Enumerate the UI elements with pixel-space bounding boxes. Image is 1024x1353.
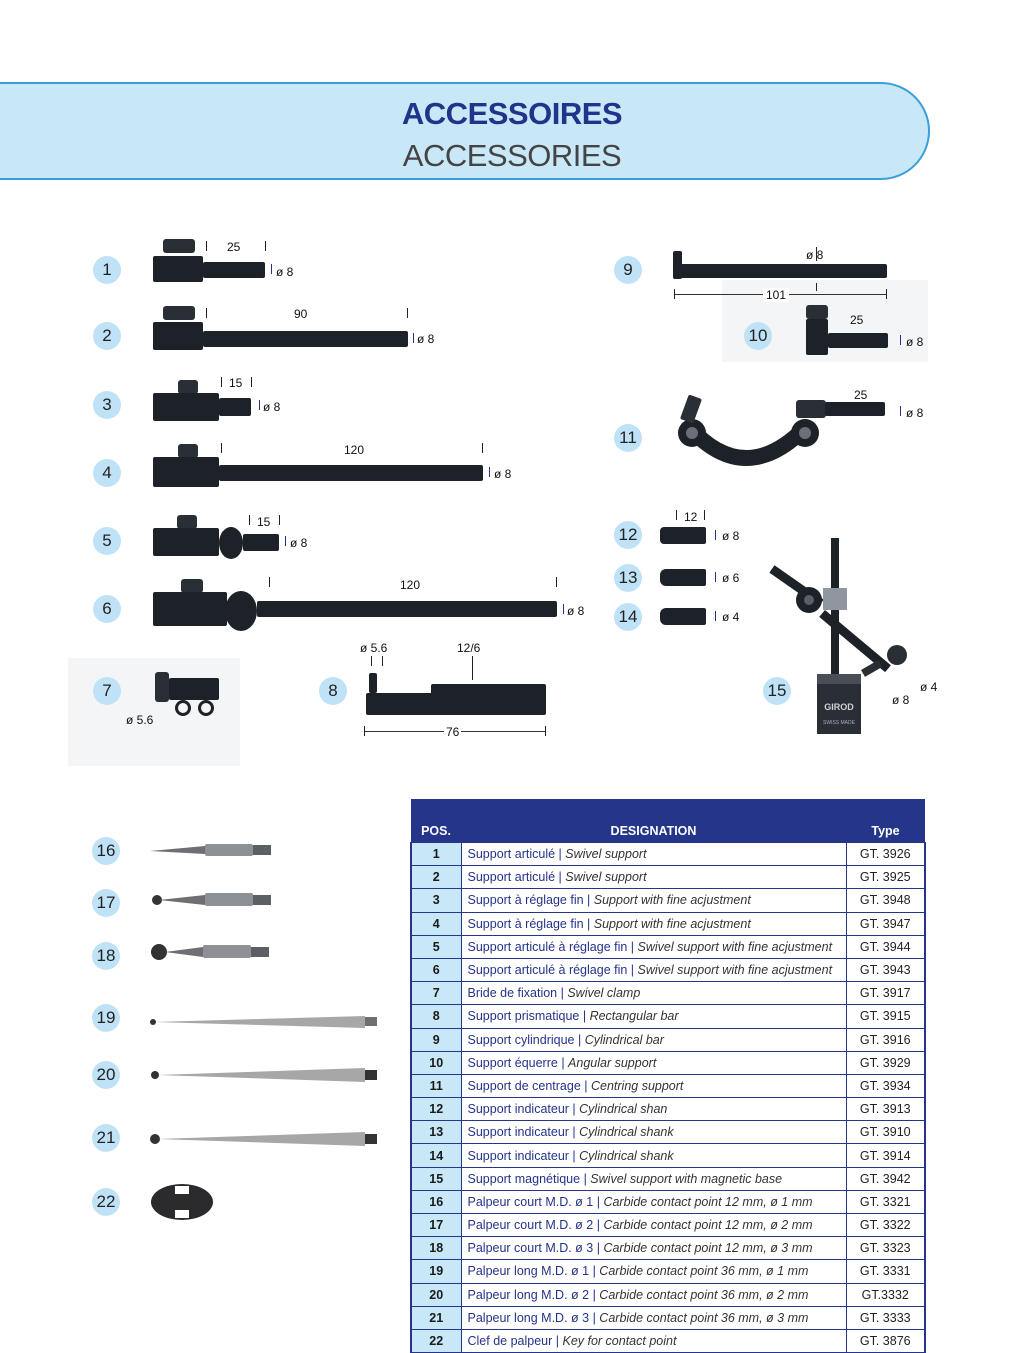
item-9-diameter: ø 8 — [806, 248, 824, 262]
item-14-diameter: ø 4 — [722, 610, 740, 624]
item-3-dia-bar — [259, 400, 260, 410]
cell-type: GT. 3925 — [846, 866, 925, 889]
contact-points-graphic — [145, 830, 385, 1230]
item-3-rod — [219, 398, 251, 416]
designation-fr: Support articulé — [467, 870, 556, 885]
item-4-tick-a — [221, 443, 222, 453]
item-6-tick-b — [556, 577, 557, 587]
designation-en: Swivel support — [565, 870, 647, 885]
cell-pos: 15 — [411, 1167, 461, 1190]
item-8-tick-e — [545, 726, 546, 736]
item-number-4: 4 — [93, 459, 121, 487]
item-4-rod — [219, 465, 483, 481]
designation-en: Cylindrical bar — [584, 1032, 664, 1047]
item-12-dia-bar — [715, 530, 716, 540]
table-row — [411, 1051, 925, 1074]
item-6-body — [153, 592, 227, 626]
item-15-diameter-a: ø 4 — [920, 680, 938, 694]
designation-en: Cylindrical shank — [579, 1148, 674, 1163]
cell-designation — [461, 958, 846, 981]
item-3-length: 15 — [229, 376, 243, 390]
item-2-knob — [163, 306, 195, 320]
item-1-length: 25 — [227, 240, 241, 254]
item-8-pin-diameter: ø 5.6 — [360, 641, 388, 655]
cell-designation — [461, 1074, 846, 1097]
item-10-length: 25 — [850, 313, 864, 327]
designation-fr: Support articulé à réglage fin — [467, 963, 628, 978]
item-10-block — [806, 319, 828, 355]
cell-pos: 1 — [411, 843, 461, 866]
item-7-diameter: ø 5.6 — [126, 713, 154, 727]
page-title-en: ACCESSORIES — [402, 138, 622, 173]
item-number-11: 11 — [614, 424, 642, 452]
item-9-length: 101 — [763, 288, 789, 302]
item-5-tick-b — [279, 515, 280, 525]
item-number-9: 9 — [614, 256, 642, 284]
designation-en: Swivel support with magnetic base — [590, 1171, 783, 1186]
table-row — [411, 1098, 925, 1121]
cell-type: GT. 3333 — [846, 1306, 925, 1329]
cell-type: GT. 3915 — [846, 1005, 925, 1028]
item-1-knob — [163, 239, 195, 253]
item-9-rod — [673, 264, 887, 278]
designation-separator: | — [580, 1171, 591, 1186]
designation-separator: | — [627, 939, 638, 954]
designation-separator: | — [589, 1287, 600, 1302]
designation-en: Carbide contact point 36 mm, ø 2 mm — [599, 1287, 809, 1302]
item-7-ring-b — [198, 700, 214, 716]
item-number-8: 8 — [319, 677, 347, 705]
designation-fr: Support prismatique — [467, 1009, 580, 1024]
cell-designation — [461, 1005, 846, 1028]
cell-pos: 5 — [411, 935, 461, 958]
designation-fr: Support articulé — [467, 847, 556, 862]
table-row — [411, 1214, 925, 1237]
cell-pos: 20 — [411, 1283, 461, 1306]
item-12-shank — [660, 527, 706, 544]
item-3-tick-b — [251, 377, 252, 387]
item-10-dia-bar — [900, 335, 901, 345]
item-8-tick-a — [371, 656, 372, 666]
designation-en: Swivel clamp — [567, 986, 641, 1001]
cell-type: GT. 3323 — [846, 1237, 925, 1260]
cell-designation — [461, 1306, 846, 1329]
item-13-diameter: ø 6 — [722, 571, 740, 585]
item-number-2: 2 — [93, 322, 121, 350]
item-number-19: 19 — [92, 1004, 120, 1032]
cell-pos: 19 — [411, 1260, 461, 1283]
cell-type: GT. 3914 — [846, 1144, 925, 1167]
designation-en: Swivel support — [565, 847, 647, 862]
cell-pos: 13 — [411, 1121, 461, 1144]
designation-separator: | — [583, 916, 594, 931]
cell-type: GT. 3948 — [846, 889, 925, 912]
cell-designation — [461, 1121, 846, 1144]
designation-separator: | — [574, 1032, 585, 1047]
cell-designation — [461, 1144, 846, 1167]
designation-fr: Palpeur long M.D. ø 2 — [467, 1287, 590, 1302]
cell-designation — [461, 1329, 846, 1352]
item-9-tick-d — [816, 283, 817, 291]
item-15-base-sub: SWISS MADE — [823, 720, 855, 726]
item-5-tick-a — [249, 515, 250, 525]
item-5-diameter: ø 8 — [290, 536, 308, 550]
item-1-tick-b — [265, 241, 266, 251]
item-2-diameter: ø 8 — [417, 332, 435, 346]
item-number-15: 15 — [763, 677, 791, 705]
item-4-length: 120 — [344, 443, 365, 457]
designation-separator: | — [557, 986, 568, 1001]
designation-separator: | — [580, 1078, 591, 1093]
item-6-swivel — [225, 591, 257, 631]
cell-pos: 14 — [411, 1144, 461, 1167]
item-8-tick-b — [382, 656, 383, 666]
table-row — [411, 982, 925, 1005]
table-row — [411, 1190, 925, 1213]
accessories-table — [410, 799, 926, 1353]
item-2-tick-b — [407, 308, 408, 318]
item-4-tick-b — [482, 443, 483, 453]
cell-designation — [461, 912, 846, 935]
item-13-shank — [660, 569, 706, 586]
cell-type: GT. 3913 — [846, 1098, 925, 1121]
cell-type: GT. 3321 — [846, 1190, 925, 1213]
item-8-bar-low — [366, 693, 546, 715]
designation-fr: Palpeur long M.D. ø 1 — [467, 1264, 590, 1279]
cell-type: GT. 3926 — [846, 843, 925, 866]
item-number-12: 12 — [614, 521, 642, 549]
designation-en: Carbide contact point 36 mm, ø 3 mm — [599, 1310, 809, 1325]
item-number-16: 16 — [92, 837, 120, 865]
cell-designation — [461, 866, 846, 889]
cell-pos: 18 — [411, 1237, 461, 1260]
item-15-magnetic-stand — [765, 538, 925, 748]
cell-designation — [461, 889, 846, 912]
cell-pos: 22 — [411, 1329, 461, 1352]
item-10-knob — [806, 305, 828, 319]
header-banner — [0, 82, 930, 180]
item-number-10: 10 — [744, 322, 772, 350]
item-8-length: 76 — [446, 725, 460, 739]
item-number-14: 14 — [614, 603, 642, 631]
cell-pos: 16 — [411, 1190, 461, 1213]
designation-separator: | — [568, 1102, 580, 1117]
item-13-dia-bar — [715, 572, 716, 582]
designation-fr: Palpeur long M.D. ø 3 — [467, 1310, 590, 1325]
cell-pos: 12 — [411, 1098, 461, 1121]
cell-type: GT. 3910 — [846, 1121, 925, 1144]
designation-fr: Palpeur court M.D. ø 1 — [467, 1194, 594, 1209]
designation-separator: | — [568, 1148, 580, 1163]
cell-pos: 7 — [411, 982, 461, 1005]
designation-fr: Support équerre — [467, 1055, 558, 1070]
item-7-panel — [68, 658, 240, 766]
designation-separator: | — [579, 1009, 590, 1024]
cell-type: GT. 3916 — [846, 1028, 925, 1051]
designation-fr: Palpeur court M.D. ø 2 — [467, 1218, 594, 1233]
item-number-18: 18 — [92, 942, 120, 970]
cell-pos: 8 — [411, 1005, 461, 1028]
item-number-1: 1 — [93, 256, 121, 284]
designation-separator: | — [593, 1241, 604, 1256]
designation-separator: | — [555, 847, 566, 862]
item-6-diameter: ø 8 — [567, 604, 585, 618]
designation-en: Carbide contact point 12 mm, ø 3 mm — [603, 1241, 813, 1256]
item-10-rod — [828, 333, 888, 348]
item-5-rod — [243, 534, 279, 551]
table-row — [411, 1121, 925, 1144]
item-1-diameter: ø 8 — [276, 265, 294, 279]
item-number-20: 20 — [92, 1061, 120, 1089]
cell-designation — [461, 935, 846, 958]
cell-pos: 3 — [411, 889, 461, 912]
designation-fr: Bride de fixation — [467, 986, 558, 1001]
table-row — [411, 935, 925, 958]
item-5-body — [153, 528, 219, 556]
item-6-tick-a — [269, 577, 270, 587]
item-4-body — [153, 457, 219, 487]
item-3-tick-a — [221, 377, 222, 387]
cell-pos: 17 — [411, 1214, 461, 1237]
designation-separator: | — [593, 1194, 604, 1209]
cell-designation — [461, 1283, 846, 1306]
designation-fr: Support à réglage fin — [467, 916, 584, 931]
designation-fr: Support indicateur — [467, 1102, 569, 1117]
designation-en: Carbide contact point 36 mm, ø 1 mm — [599, 1264, 809, 1279]
table-row — [411, 889, 925, 912]
designation-en: Support with fine acjustment — [593, 893, 751, 908]
designation-en: Carbide contact point 12 mm, ø 2 mm — [603, 1218, 813, 1233]
column-header-designation: DESIGNATION — [610, 824, 697, 838]
cell-type: GT. 3943 — [846, 958, 925, 981]
designation-fr: Palpeur court M.D. ø 3 — [467, 1241, 594, 1256]
table-row — [411, 1283, 925, 1306]
designation-fr: Support indicateur — [467, 1125, 569, 1140]
item-5-length: 15 — [257, 515, 271, 529]
designation-en: Cylindrical shank — [579, 1125, 674, 1140]
item-9-tick-c — [886, 289, 887, 299]
designation-fr: Support articulé à réglage fin — [467, 939, 628, 954]
cell-type: GT.3332 — [846, 1283, 925, 1306]
item-number-22: 22 — [92, 1188, 120, 1216]
item-4-knob — [178, 444, 198, 458]
cell-designation — [461, 843, 846, 866]
item-12-tick-b — [704, 510, 705, 520]
cell-pos: 2 — [411, 866, 461, 889]
item-2-dia-bar — [413, 333, 414, 343]
table-header-row — [411, 799, 925, 843]
cell-designation — [461, 1051, 846, 1074]
item-3-knob — [178, 380, 198, 394]
item-5-knob — [177, 515, 197, 529]
column-header-type: Type — [871, 824, 900, 838]
table-row — [411, 912, 925, 935]
table-row — [411, 1167, 925, 1190]
designation-fr: Support de centrage — [467, 1078, 581, 1093]
cell-designation — [461, 1098, 846, 1121]
item-6-rod — [257, 601, 557, 617]
page-title-fr: ACCESSOIRES — [401, 96, 623, 131]
item-6-knob — [181, 579, 203, 593]
item-3-body — [153, 393, 219, 421]
item-4-diameter: ø 8 — [494, 467, 512, 481]
table-row — [411, 1028, 925, 1051]
item-12-diameter: ø 8 — [722, 529, 740, 543]
item-12-tick-a — [676, 510, 677, 520]
item-number-3: 3 — [93, 391, 121, 419]
table-row — [411, 958, 925, 981]
designation-fr: Support à réglage fin — [467, 893, 584, 908]
item-number-5: 5 — [93, 527, 121, 555]
designation-fr: Clef de palpeur — [467, 1334, 553, 1349]
item-10-diameter: ø 8 — [906, 335, 924, 349]
item-1-dia-bar — [271, 264, 272, 274]
designation-en: Swivel support with fine acjustment — [637, 939, 833, 954]
designation-en: Swivel support with fine acjustment — [637, 963, 833, 978]
item-15-diameter-b: ø 8 — [892, 693, 910, 707]
designation-fr: Support cylindrique — [467, 1032, 575, 1047]
item-3-diameter: ø 8 — [263, 400, 281, 414]
designation-en: Angular support — [568, 1055, 657, 1070]
item-5-dia-bar — [285, 536, 286, 546]
table-row — [411, 1005, 925, 1028]
designation-en: Rectangular bar — [589, 1009, 679, 1024]
item-7-ring-a — [175, 700, 191, 716]
item-8-tick-c — [472, 656, 473, 680]
item-11-diameter: ø 8 — [906, 406, 924, 420]
item-number-21: 21 — [92, 1124, 120, 1152]
designation-separator: | — [552, 1334, 563, 1349]
item-7-knob — [155, 672, 169, 702]
item-8-tick-d — [364, 726, 365, 736]
cell-type: GT. 3917 — [846, 982, 925, 1005]
item-12-length: 12 — [684, 510, 698, 524]
cell-pos: 9 — [411, 1028, 461, 1051]
item-15-base-logo: GIROD — [824, 702, 854, 712]
table-row — [411, 1074, 925, 1097]
designation-separator: | — [593, 1218, 604, 1233]
table-row — [411, 1329, 925, 1352]
item-number-13: 13 — [614, 564, 642, 592]
cell-designation — [461, 1214, 846, 1237]
cell-type: GT. 3934 — [846, 1074, 925, 1097]
cell-pos: 21 — [411, 1306, 461, 1329]
item-number-6: 6 — [93, 595, 121, 623]
designation-en: Centring support — [590, 1078, 684, 1093]
table-row — [411, 1260, 925, 1283]
cell-designation — [461, 1167, 846, 1190]
item-2-clamp — [153, 322, 203, 350]
table-row — [411, 843, 925, 866]
table-row — [411, 1237, 925, 1260]
item-14-dia-bar — [715, 611, 716, 621]
item-1-rod — [203, 262, 265, 278]
cell-type: GT. 3947 — [846, 912, 925, 935]
cell-type: GT. 3876 — [846, 1329, 925, 1352]
cell-designation — [461, 1237, 846, 1260]
designation-separator: | — [568, 1125, 580, 1140]
table-row — [411, 866, 925, 889]
item-number-17: 17 — [92, 889, 120, 917]
designation-fr: Support indicateur — [467, 1148, 569, 1163]
item-1-tick-a — [206, 241, 207, 251]
cell-pos: 11 — [411, 1074, 461, 1097]
item-6-length: 120 — [400, 578, 421, 592]
item-2-rod — [203, 331, 408, 347]
designation-fr: Support magnétique — [467, 1171, 581, 1186]
item-1-clamp — [153, 256, 203, 282]
designation-separator: | — [589, 1310, 600, 1325]
item-9-tick-b — [674, 289, 675, 299]
cell-type: GT. 3944 — [846, 935, 925, 958]
designation-en: Key for contact point — [562, 1334, 677, 1349]
item-11-length: 25 — [854, 388, 868, 402]
cell-designation — [461, 982, 846, 1005]
designation-separator: | — [583, 893, 594, 908]
designation-separator: | — [589, 1264, 600, 1279]
item-14-shank — [660, 608, 706, 625]
cell-type: GT. 3322 — [846, 1214, 925, 1237]
item-number-7: 7 — [93, 677, 121, 705]
item-2-tick-a — [206, 308, 207, 318]
designation-separator: | — [555, 870, 566, 885]
item-8-height: 12/6 — [457, 641, 481, 655]
cell-pos: 10 — [411, 1051, 461, 1074]
cell-designation — [461, 1028, 846, 1051]
column-header-pos: POS. — [421, 824, 451, 838]
table-row — [411, 1144, 925, 1167]
item-8-bar-high — [431, 684, 546, 696]
item-6-dia-bar — [563, 604, 564, 614]
item-5-swivel — [219, 527, 243, 559]
item-8-pin — [369, 673, 377, 693]
designation-en: Carbide contact point 12 mm, ø 1 mm — [603, 1194, 813, 1209]
cell-designation — [461, 1190, 846, 1213]
cell-designation — [461, 1260, 846, 1283]
designation-separator: | — [557, 1055, 569, 1070]
item-2-length: 90 — [294, 307, 308, 321]
cell-type: GT. 3929 — [846, 1051, 925, 1074]
table-row — [411, 1306, 925, 1329]
cell-pos: 4 — [411, 912, 461, 935]
designation-en: Support with fine acjustment — [593, 916, 751, 931]
item-4-dia-bar — [489, 467, 490, 477]
cell-pos: 6 — [411, 958, 461, 981]
item-7-clamp — [169, 678, 219, 700]
cell-type: GT. 3331 — [846, 1260, 925, 1283]
designation-separator: | — [627, 963, 638, 978]
cell-type: GT. 3942 — [846, 1167, 925, 1190]
item-11-dia-bar — [900, 406, 901, 416]
designation-en: Cylindrical shan — [579, 1102, 668, 1117]
